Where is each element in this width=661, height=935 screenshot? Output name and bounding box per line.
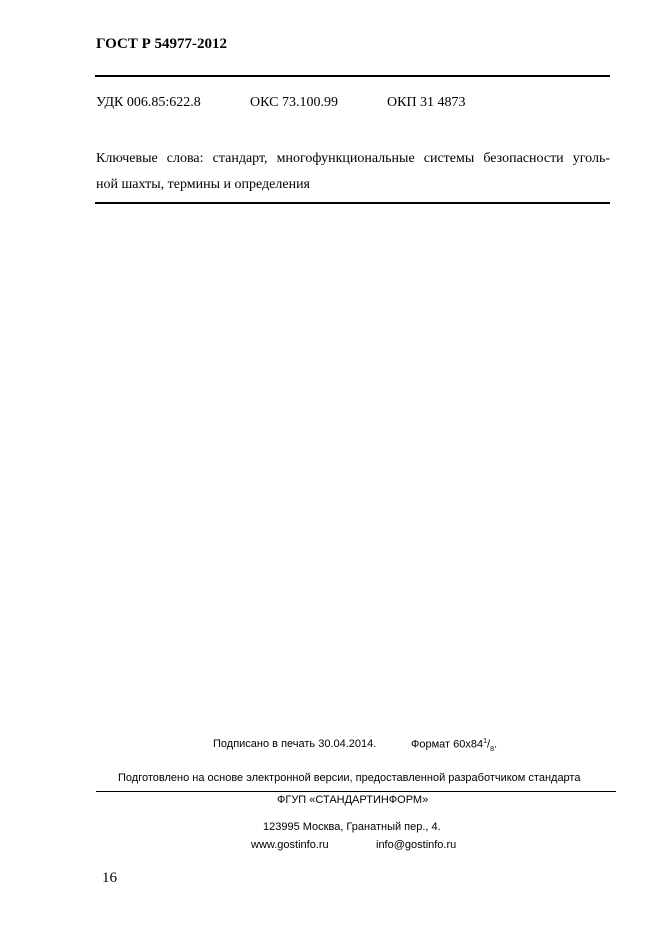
- publisher-email: info@gostinfo.ru: [376, 839, 457, 851]
- format-numerator: 1: [483, 738, 488, 745]
- publisher-website: www.gostinfo.ru: [251, 839, 329, 851]
- prepared-note: Подготовлено на основе электронной версии, предоставленной разработчиком стандарта: [118, 772, 581, 784]
- document-title: ГОСТ Р 54977-2012: [96, 36, 228, 52]
- print-format: Формат $60х84^1/_8$.: [411, 738, 498, 753]
- page-number: 16: [102, 870, 117, 886]
- keywords-line-2: ной шахты, термины и определения: [96, 177, 310, 192]
- okp-code: ОКП 31 4873: [387, 95, 466, 110]
- keywords-paragraph: [96, 146, 610, 198]
- udk-code: УДК 006.85:622.8: [96, 95, 201, 110]
- keywords-line-1: Ключевые слова: стандарт, многофункциональные системы безопасности уголь-: [96, 151, 610, 166]
- oks-code: ОКС 73.100.99: [250, 95, 338, 110]
- signed-for-print: Подписано в печать 30.04.2014.: [213, 738, 377, 750]
- publisher-address: 123995 Москва, Гранатный пер., 4.: [263, 821, 441, 833]
- header-divider: [95, 75, 610, 77]
- format-prefix: Формат 60х84: [411, 738, 484, 751]
- format-denominator: 8: [490, 745, 494, 753]
- format-suffix: .: [493, 738, 498, 751]
- keywords-divider: [95, 202, 610, 204]
- publisher-name: ФГУП «СТАНДАРТИНФОРМ»: [277, 794, 429, 806]
- classification-codes: [0, 95, 661, 115]
- imprint-divider: [96, 791, 616, 792]
